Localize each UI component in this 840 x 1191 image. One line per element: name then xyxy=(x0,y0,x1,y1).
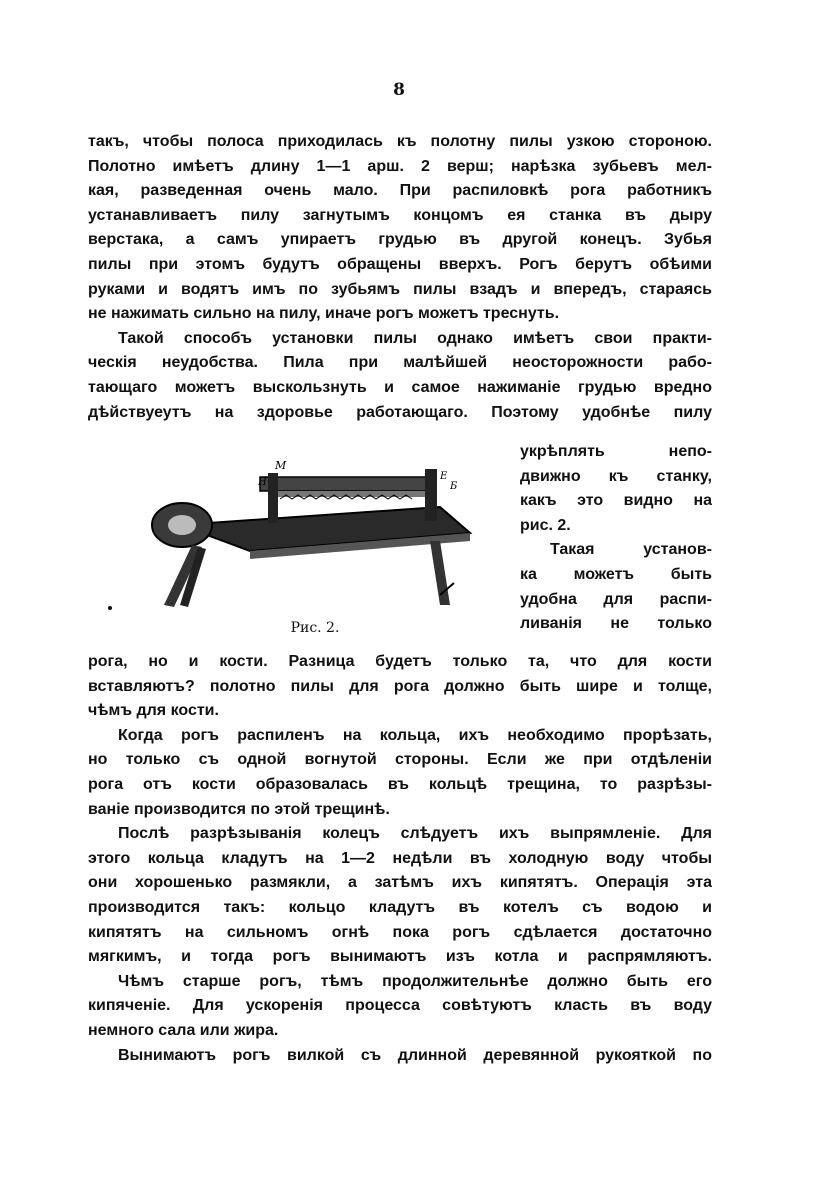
figure-label-n: Н xyxy=(258,477,267,488)
text-line: кипяченіе. Для ускоренія процесса совѣтуютъ класть въ воду xyxy=(88,997,712,1015)
text-line: вставляютъ? полотно пилы для рога должно быть шире и толще, xyxy=(88,677,712,695)
figure-caption: Рис. 2. xyxy=(290,620,340,636)
text-line: рога отъ кости образовалась въ кольцѣ трещина, то разрѣзы- xyxy=(88,775,712,793)
figure-label-e: Е xyxy=(440,471,448,482)
text-line: рис. 2. xyxy=(520,516,571,534)
text-line: кая, разведенная очень мало. При распиловкѣ рога работникъ xyxy=(88,182,712,200)
text-line: устанавливаетъ пилу загнутымъ концомъ ея станка въ дыру xyxy=(88,206,712,224)
text-line: но только съ одной вогнутой стороны. Если же при отдѣленіи xyxy=(88,751,712,769)
figure-label-m: М xyxy=(275,459,287,472)
text-line: мягкимъ, и тогда рогъ вынимаютъ изъ котла и распрямляютъ. xyxy=(88,948,712,966)
text-line: Послѣ разрѣзыванія колецъ слѣдуетъ ихъ выпрямленіе. Для xyxy=(118,825,712,843)
paragraph-right-column xyxy=(520,440,712,637)
text-line: немного сала или жира. xyxy=(88,1021,279,1039)
paragraph-block-bottom xyxy=(88,650,712,1068)
text-line: ваніе производится по этой трещинѣ. xyxy=(88,800,390,818)
text-line: производится такъ: кольцо кладутъ въ котелъ съ водою и xyxy=(88,898,712,916)
text-line: какъ это видно на xyxy=(520,492,712,510)
text-line: пилы при этомъ будутъ обращены вверхъ. Рогъ берутъ обѣими xyxy=(88,255,712,273)
paragraph-block-top xyxy=(88,130,712,425)
text-line: тающаго можетъ выскользнуть и самое нажиманіе грудью вредно xyxy=(88,378,712,396)
text-line: укрѣплять непо- xyxy=(520,443,712,460)
figure-label-b: Б xyxy=(450,481,458,492)
text-line: движно къ станку, xyxy=(520,467,712,485)
saw-figure xyxy=(140,455,480,615)
page-number: 8 xyxy=(393,80,405,100)
text-line: верстака, а самъ упираетъ грудью въ другой конецъ. Зубья xyxy=(88,231,712,249)
text-line: удобна для распи- xyxy=(520,590,712,608)
text-line: Такой способъ установки пилы однако имѣетъ свои практи- xyxy=(118,329,712,347)
text-line: кипятятъ на сильномъ огнѣ пока рогъ сдѣлается достаточно xyxy=(88,923,712,941)
text-line: дѣйствуеутъ на здоровье работающаго. Поэтому удобнѣе пилу xyxy=(88,403,712,421)
saw-illustration xyxy=(140,455,480,615)
text-line: чѣмъ для кости. xyxy=(88,702,219,720)
text-line: ка можетъ быть xyxy=(520,565,712,583)
text-line: не нажимать сильно на пилу, иначе рогъ можетъ треснуть. xyxy=(88,305,560,323)
text-line: этого кольца кладутъ на 1—2 недѣли въ холодную воду чтобы xyxy=(88,849,712,867)
text-line: ческія неудобства. Пила при малѣйшей неосторожности рабо- xyxy=(88,354,712,372)
text-line: Вынимаютъ рогъ вилкой съ длинной деревянной рукояткой по xyxy=(118,1046,712,1064)
stray-dot xyxy=(108,606,112,610)
text-line: Чѣмъ старше рогъ, тѣмъ продолжительнѣе должно быть его xyxy=(118,972,712,990)
text-line: такъ, чтобы полоса приходилась къ полотну пилы узкою стороною. xyxy=(88,133,712,150)
text-line: Такая установ- xyxy=(550,541,712,559)
text-line: руками и водятъ имъ по зубьямъ пилы взадъ и впередъ, стараясь xyxy=(88,280,712,298)
text-line: они хорошенько размякли, а затѣмъ ихъ кипятятъ. Операція эта xyxy=(88,874,712,892)
text-line: Полотно имѣетъ длину 1—1 арш. 2 верш; нарѣзка зубьевъ мел- xyxy=(88,157,712,175)
text-line: Когда рогъ распиленъ на кольца, ихъ необходимо прорѣзать, xyxy=(118,726,712,744)
text-line: рога, но и кости. Разница будетъ только та, что для кости xyxy=(88,653,712,670)
text-line: ливанія не только xyxy=(520,615,712,633)
